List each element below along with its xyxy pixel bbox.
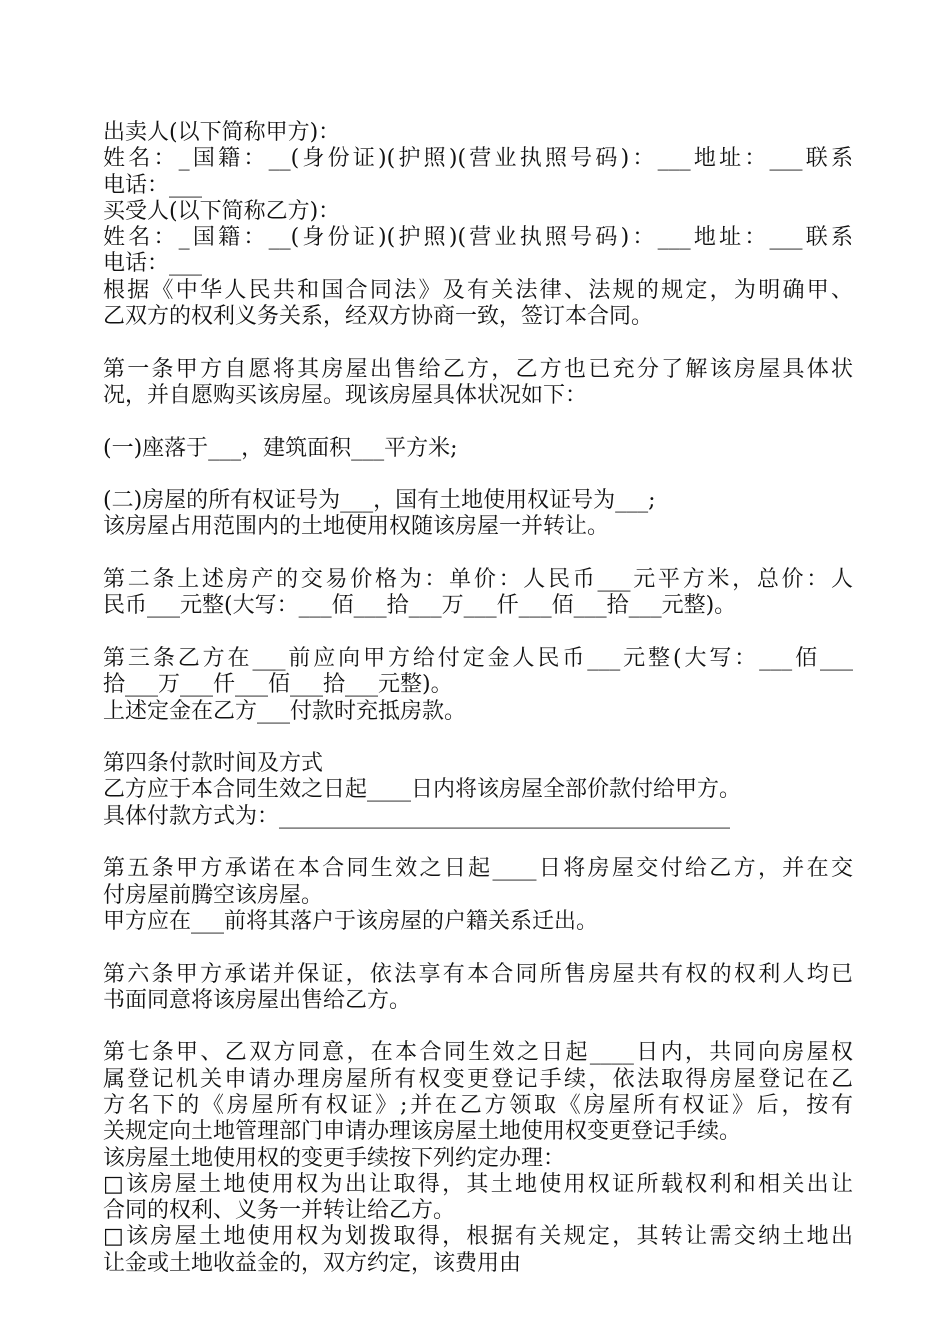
paragraph-gap [103,462,853,488]
paragraph-gap [103,1014,853,1040]
article-7-option-1-line-1: □该房屋土地使用权为出让取得，其土地使用权证所载权利和相关出让 [103,1171,853,1197]
article-7-line-4: 关规定向土地管理部门申请办理该房屋土地使用权变更登记手续。 [103,1119,742,1145]
article-6-line-1: 第六条甲方承诺并保证，依法享有本合同所售房屋共有权的权利人均已 [103,961,853,987]
paragraph-gap [103,620,853,646]
buyer-heading: 买受人(以下简称乙方)： [103,198,341,224]
article-3-line-3: 上述定金在乙方___付款时充抵房款。 [103,698,467,724]
article-4-heading: 第四条付款时间及方式 [103,751,324,777]
article-3-line-1: 第三条乙方在___前应向甲方给付定金人民币___元整(大写：___佰___ [103,645,853,671]
buyer-phone-line: 电话：___ [103,251,203,277]
article-5-line-2: 付房屋前腾空该房屋。 [103,882,324,908]
paragraph-gap [103,409,853,435]
seller-phone-line: 电话：___ [103,172,203,198]
paragraph-gap [103,935,853,961]
paragraph-gap [103,541,853,567]
item-1-location: (一)座落于___，建筑面积___平方米; [103,435,458,461]
paragraph-gap [103,330,853,356]
article-7-option-1-line-2: 合同的权利、义务一并转让给乙方。 [103,1198,456,1224]
buyer-details-line: 姓名：_国籍：__(身份证)(护照)(营业执照号码)：___地址：___联系 [103,225,853,251]
article-3-line-2: 拾___万___仟___佰___拾___元整)。 [103,672,453,698]
article-7-line-2: 属登记机关申请办理房屋所有权变更登记手续，依法取得房屋登记在乙 [103,1066,853,1092]
article-1-line-2: 况，并自愿购买该房屋。现该房屋具体状况如下： [103,382,588,408]
paragraph-gap [103,830,853,856]
article-7-line-3: 方名下的《房屋所有权证》;并在乙方领取《房屋所有权证》后，按有 [103,1092,853,1118]
contract-body [103,120,853,1277]
item-2-line-2: 该房屋占用范围内的土地使用权随该房屋一并转让。 [103,514,610,540]
article-2-line-1: 第二条上述房产的交易价格为：单价：人民币___元平方米，总价：人 [103,567,853,593]
item-2-line-1: (二)房屋的所有权证号为___，国有土地使用权证号为___; [103,488,656,514]
paragraph-gap [103,725,853,751]
article-5-line-3: 甲方应在___前将其落户于该房屋的户籍关系迁出。 [103,908,599,934]
article-6-line-2: 书面同意将该房屋出售给乙方。 [103,987,412,1013]
article-4-line-3: 具体付款方式为：_________________________________________ [103,803,731,829]
article-5-line-1: 第五条甲方承诺在本合同生效之日起____日将房屋交付给乙方，并在交 [103,856,853,882]
seller-heading: 出卖人(以下简称甲方)： [103,120,341,145]
preamble-line-2: 乙双方的权利义务关系，经双方协商一致，签订本合同。 [103,304,654,330]
article-7-option-2-line-2: 让金或土地收益金的，双方约定，该费用由 [103,1250,522,1276]
article-1-line-1: 第一条甲方自愿将其房屋出售给乙方，乙方也已充分了解该房屋具体状 [103,356,853,382]
preamble-line-1: 根据《中华人民共和国合同法》及有关法律、法规的规定，为明确甲、 [103,277,853,303]
article-7-option-2-line-1: □该房屋土地使用权为划拨取得，根据有关规定，其转让需交纳土地出 [103,1224,853,1250]
seller-details-line: 姓名：_国籍：__(身份证)(护照)(营业执照号码)：___地址：___联系 [103,146,853,172]
article-4-line-2: 乙方应于本合同生效之日起____日内将该房屋全部价款付给甲方。 [103,777,742,803]
article-7-line-5: 该房屋土地使用权的变更手续按下列约定办理： [103,1145,566,1171]
article-2-line-2: 民币___元整(大写：___佰___拾___万___仟___佰___拾___元整)。 [103,593,737,619]
article-7-line-1: 第七条甲、乙双方同意，在本合同生效之日起____日内，共同向房屋权 [103,1040,853,1066]
